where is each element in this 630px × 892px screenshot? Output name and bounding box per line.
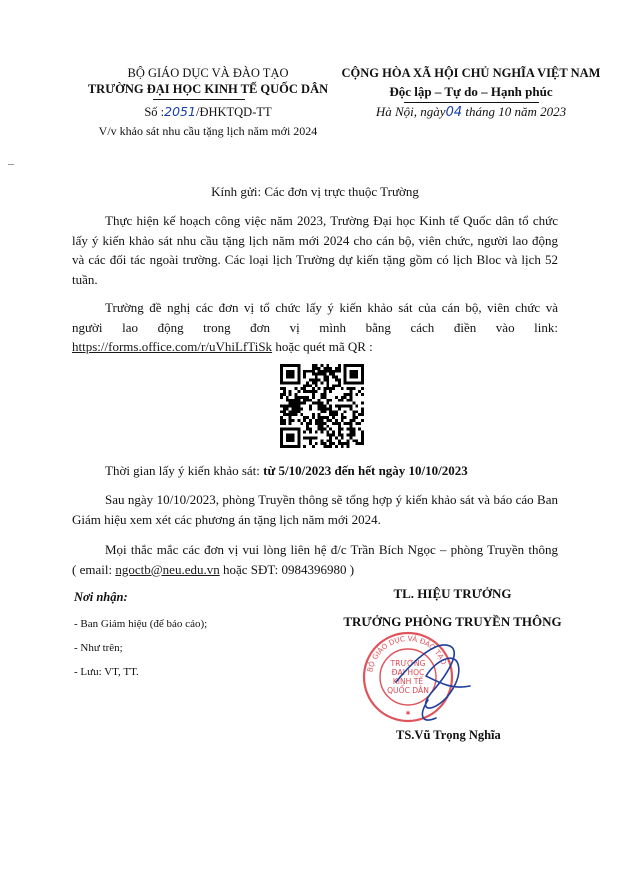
survey-time-range: từ 5/10/2023 đến hết ngày 10/10/2023: [263, 463, 468, 478]
addressee-line: Kính gửi: Các đơn vị trực thuộc Trường: [211, 184, 419, 199]
svg-text:✱: ✱: [405, 710, 411, 717]
paragraph-contact: [72, 540, 558, 579]
contact-prefix: ( email:: [72, 561, 116, 577]
university-name: TRƯỜNG ĐẠI HỌC KINH TẾ QUỐC DÂN: [87, 82, 329, 96]
date-suffix: tháng 10 năm 2023: [465, 104, 567, 119]
signature-authority: TL. HIỆU TRƯỞNG: [393, 586, 512, 601]
recipients-title: Nơi nhận:: [74, 590, 128, 604]
survey-request-line2: người lao động trong đơn vị mình bằng cách điền vào link:: [72, 319, 558, 335]
recipient-item: - Lưu: VT, TT.: [74, 666, 139, 678]
svg-text:KINH TẾ: KINH TẾ: [392, 677, 424, 686]
contact-email-link[interactable]: ngoctb@neu.edu.vn: [115, 561, 220, 577]
document-number-handwritten: 2051: [164, 104, 196, 119]
header-right-underline: [404, 102, 539, 103]
survey-request-line1: Trường đề nghị các đơn vị tổ chức lấy ý kiến khảo sát của cán bộ, viên chức và: [105, 300, 558, 315]
document-number: [78, 104, 338, 120]
recipients-list: [74, 612, 207, 684]
survey-form-link[interactable]: https://forms.office.com/r/uVhiLfTiSk: [72, 339, 273, 354]
national-motto: Độc lập – Tự do – Hạnh phúc: [389, 84, 553, 99]
svg-text:ĐẠI HỌC: ĐẠI HỌC: [391, 668, 425, 677]
paragraph-survey-request: [72, 298, 558, 357]
document-number-prefix: Số :: [144, 105, 165, 119]
svg-text:QUỐC DÂN: QUỐC DÂN: [387, 686, 429, 695]
contact-suffix: hoặc SĐT: 0984396980 ): [219, 561, 355, 577]
ministry-name: BỘ GIÁO DỤC VÀ ĐÀO TẠO: [127, 66, 289, 80]
handwritten-signature: [366, 620, 486, 730]
recipient-item: - Ban Giám hiệu (để báo cáo);: [74, 618, 208, 630]
document-number-suffix: /ĐHKTQD-TT: [195, 105, 272, 119]
signer-name: TS.Vũ Trọng Nghĩa: [396, 728, 501, 742]
survey-time-prefix: Thời gian lấy ý kiến khảo sát:: [105, 463, 264, 478]
margin-mark: [8, 164, 14, 165]
republic-name: CỘNG HÒA XÃ HỘI CHỦ NGHĨA VIỆT NAM: [341, 66, 601, 80]
date-prefix: Hà Nội, ngày: [375, 104, 446, 119]
svg-text:BỘ GIÁO DỤC VÀ ĐÀO TẠO: BỘ GIÁO DỤC VÀ ĐÀO TẠO: [365, 633, 449, 673]
survey-time-line: [105, 463, 565, 479]
contact-line1: Mọi thắc mắc các đơn vị vui lòng liên hệ đ/c Trần Bích Ngọc – phòng Truyền thông: [105, 542, 558, 557]
recipient-item: - Như trên;: [74, 642, 123, 654]
survey-request-line3: [72, 337, 558, 357]
survey-request-qr-text: hoặc quét mã QR :: [272, 339, 373, 354]
document-subject: V/v khảo sát nhu cầu tặng lịch năm mới 2024: [98, 124, 318, 138]
header-left-underline: [153, 99, 245, 100]
document-date: [336, 104, 606, 120]
svg-text:TRƯỜNG: TRƯỜNG: [390, 659, 426, 668]
paragraph-summary: Sau ngày 10/10/2023, phòng Truyền thông sẽ tổng hợp ý kiến khảo sát và báo cáo Ban Giám hiệu xem xét các phương án tặng lịch năm mới 2024.: [72, 492, 558, 527]
signature-position: TRƯỞNG PHÒNG TRUYỀN THÔNG: [343, 614, 562, 629]
paragraph-plan: Thực hiện kế hoạch công việc năm 2023, Trường Đại học Kinh tế Quốc dân tổ chức lấy ý kiến khảo sát nhu cầu tặng lịch năm mới 2024 cho cán bộ, viên chức, người lao động và các đối tác ngoài trường. Các loại lịch Trường dự kiến tặng gồm có lịch Bloc và lịch 52 tuần.: [72, 213, 558, 287]
contact-line2: [72, 560, 558, 580]
survey-qr-code[interactable]: [280, 364, 364, 448]
date-day-handwritten: 04: [445, 105, 463, 120]
